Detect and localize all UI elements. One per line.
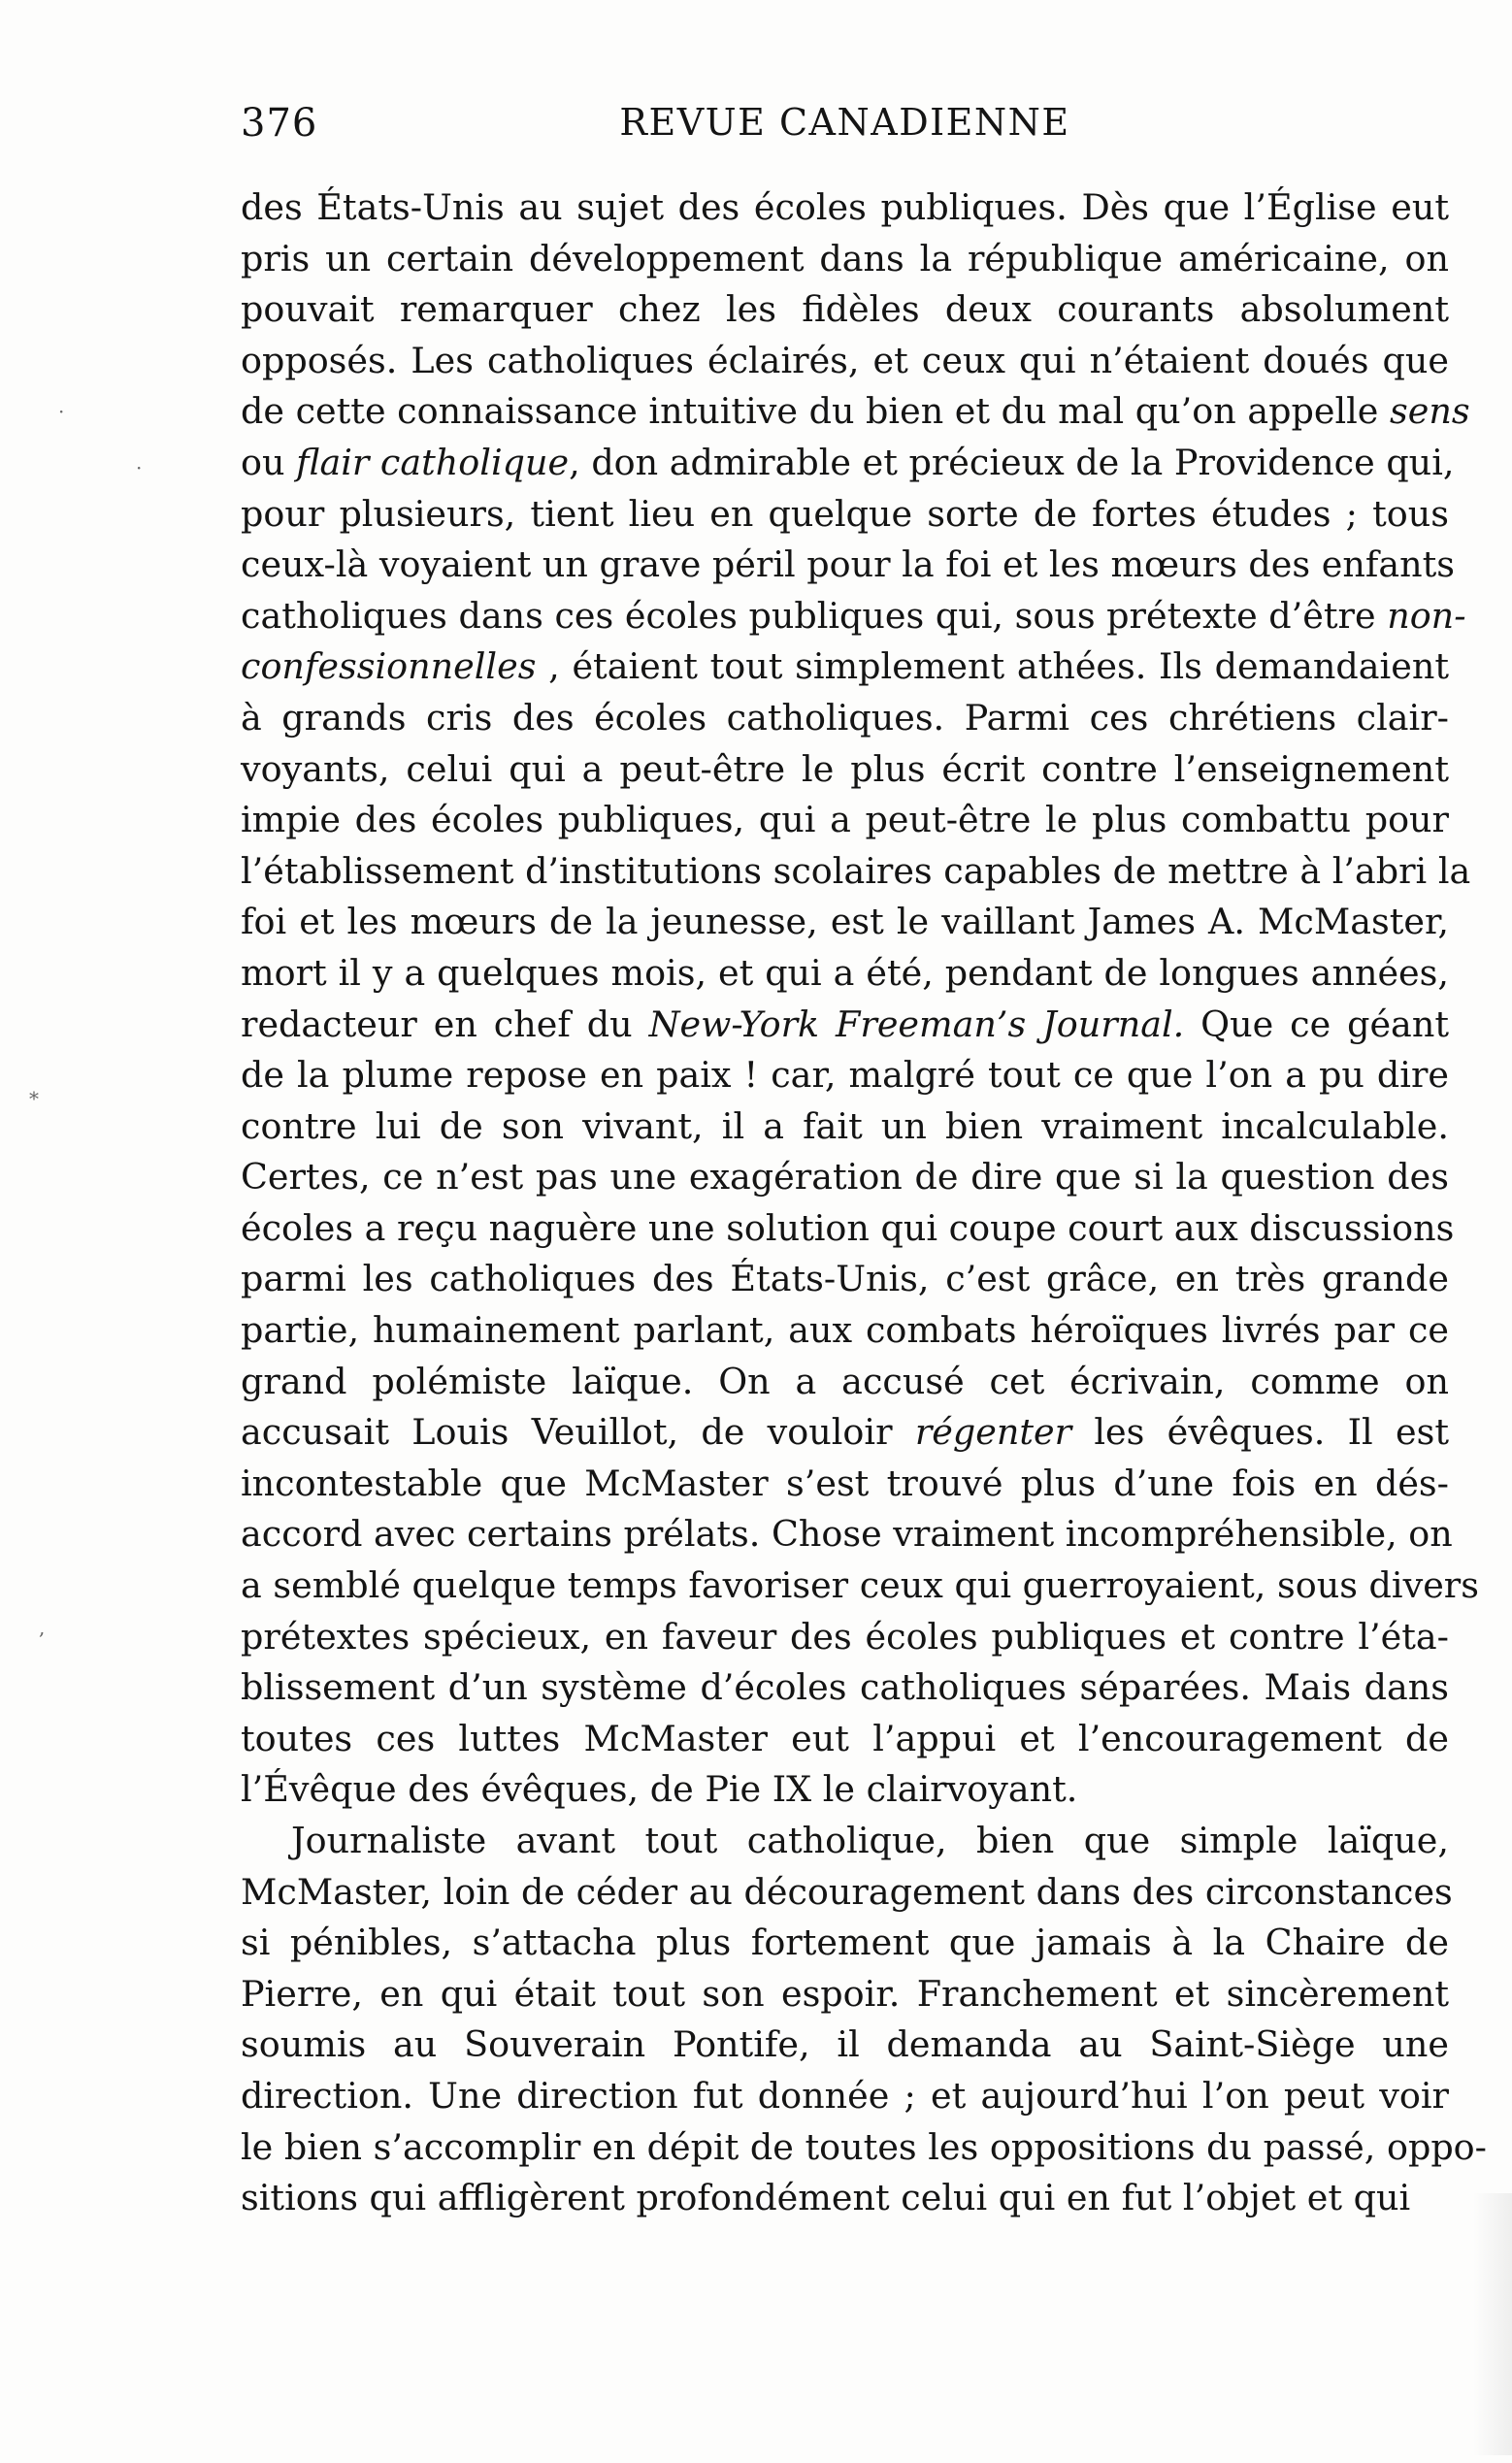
text-line: direction. Une direction fut donnée ; et aujourd’hui l’on peut voir	[241, 2074, 1449, 2117]
text-line: ou flair catholique, don admirable et précieux de la Providence qui,	[241, 441, 1455, 483]
text-line: prétextes spécieux, en faveur des écoles publiques et contre l’éta-	[241, 1615, 1449, 1658]
text-line: pouvait remarquer chez les fidèles deux courants absolument	[241, 288, 1449, 331]
margin-speck: ·	[58, 400, 65, 423]
margin-speck: ·	[136, 456, 143, 479]
text-line: le bien s’accomplir en dépit de toutes les oppositions du passé, oppo-	[241, 2125, 1487, 2168]
text-line: contre lui de son vivant, il a fait un bien vraiment incalculable.	[241, 1104, 1449, 1147]
running-head	[241, 101, 1449, 159]
text-line: soumis au Souverain Pontife, il demanda au Saint-Siège une	[241, 2023, 1449, 2066]
text-line: voyants, celui qui a peut-être le plus écrit contre l’enseignement	[241, 747, 1449, 790]
italic-text: non-	[1387, 594, 1466, 637]
text-line: confessionnelles , étaient tout simplement athées. Ils demandaient	[241, 645, 1449, 688]
italic-text: confessionnelles	[241, 645, 537, 688]
text-line: Journaliste avant tout catholique, bien que simple laïque,	[291, 1820, 1449, 1861]
text-line: à grands cris des écoles catholiques. Parmi ces chrétiens clair-	[241, 696, 1449, 739]
margin-speck: ,	[39, 1616, 46, 1639]
text-line: grand polémiste laïque. On a accusé cet écrivain, comme on	[241, 1360, 1449, 1402]
text-line: impie des écoles publiques, qui a peut-être le plus combattu pour	[241, 799, 1449, 841]
text-line: McMaster, loin de céder au découragement dans des circonstances	[241, 1870, 1453, 1913]
text-line: sitions qui affligèrent profondément celui qui en fut l’objet et qui	[241, 2177, 1411, 2219]
text-line: redacteur en chef du New-York Freeman’s Journal. Que ce géant	[241, 1002, 1449, 1045]
scan-edge-shadow	[1473, 2193, 1512, 2455]
italic-text: flair catholique	[296, 441, 570, 483]
italic-text: sens	[1390, 390, 1470, 433]
text-line: mort il y a quelques mois, et qui a été, pendant de longues années,	[241, 951, 1449, 994]
body-text	[241, 182, 1487, 2224]
text-line: partie, humainement parlant, aux combats héroïques livrés par ce	[241, 1309, 1449, 1352]
page-number: 376	[241, 101, 318, 146]
text-line: des États-Unis au sujet des écoles publiques. Dès que l’Église eut	[241, 186, 1449, 228]
text-line: opposés. Les catholiques éclairés, et ceux qui n’étaient doués que	[241, 339, 1449, 381]
italic-text: New-York Freeman’s Journal.	[648, 1002, 1185, 1045]
margin-speck: *	[29, 1087, 39, 1110]
text-line: parmi les catholiques des États-Unis, c’est grâce, en très grande	[241, 1258, 1449, 1300]
text-line: de cette connaissance intuitive du bien et du mal qu’on appelle sens	[241, 390, 1470, 433]
text-line: Pierre, en qui était tout son espoir. Franchement et sincèrement	[241, 1972, 1449, 2015]
text-line: incontestable que McMaster s’est trouvé plus d’une fois en dés-	[241, 1461, 1449, 1504]
text-line: catholiques dans ces écoles publiques qui, sous prétexte d’être non-	[241, 594, 1466, 637]
text-line: de la plume repose en paix ! car, malgré tout ce que l’on a pu dire	[241, 1054, 1449, 1097]
text-line: écoles a reçu naguère une solution qui coupe court aux discussions	[241, 1206, 1455, 1249]
text-line: l’Évêque des évêques, de Pie IX le clairvoyant.	[241, 1768, 1078, 1811]
text-line: pris un certain développement dans la république américaine, on	[241, 237, 1449, 279]
text-line: si pénibles, s’attacha plus fortement que jamais à la Chaire de	[241, 1921, 1449, 1964]
text-line: Certes, ce n’est pas une exagération de dire que si la question des	[241, 1156, 1449, 1199]
text-line: pour plusieurs, tient lieu en quelque sorte de fortes études ; tous	[241, 492, 1449, 535]
text-line: accusait Louis Veuillot, de vouloir régenter les évêques. Il est	[241, 1411, 1449, 1454]
text-line: l’établissement d’institutions scolaires capables de mettre à l’abri la	[241, 849, 1471, 892]
text-line: blissement d’un système d’écoles catholiques séparées. Mais dans	[241, 1666, 1449, 1709]
text-line: accord avec certains prélats. Chose vraiment incompréhensible, on	[241, 1513, 1453, 1556]
journal-title: REVUE CANADIENNE	[619, 101, 1070, 144]
text-line: foi et les mœurs de la jeunesse, est le vaillant James A. McMaster,	[241, 901, 1449, 943]
text-line: a semblé quelque temps favoriser ceux qui guerroyaient, sous divers	[241, 1564, 1479, 1607]
text-line: ceux-là voyaient un grave péril pour la foi et les mœurs des enfants	[241, 543, 1456, 586]
italic-text: régenter	[914, 1411, 1072, 1454]
text-line: toutes ces luttes McMaster eut l’appui et l’encouragement de	[241, 1717, 1449, 1759]
